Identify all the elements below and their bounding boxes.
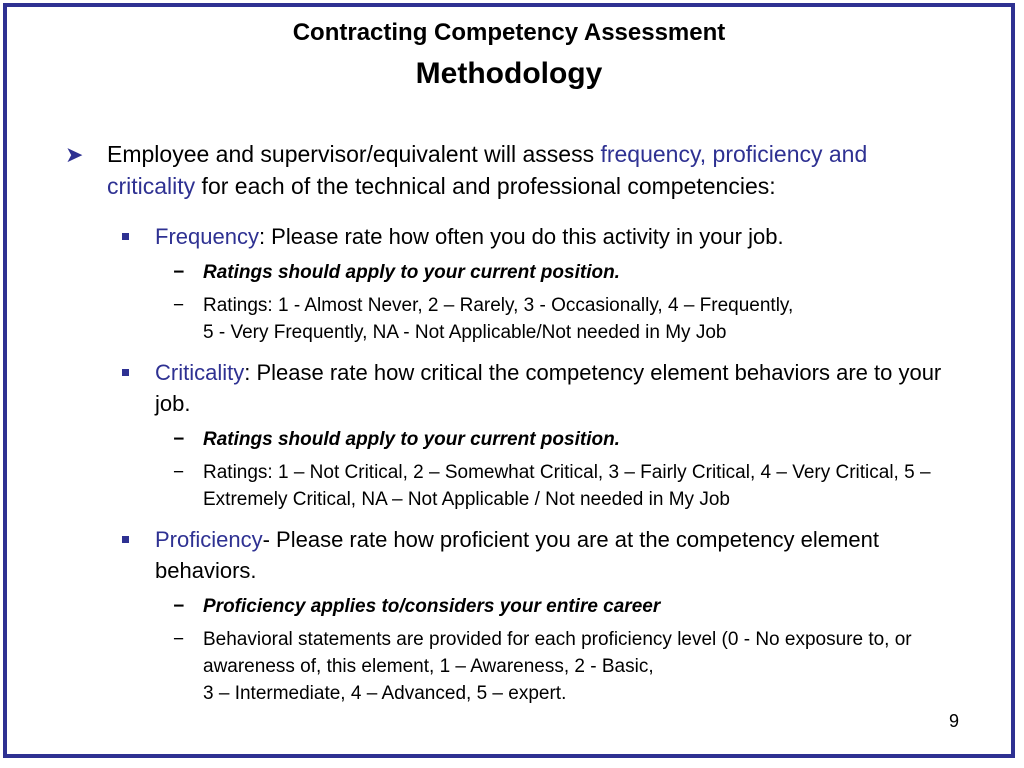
square-bullet-icon [122, 536, 129, 543]
criticality-desc: : Please rate how critical the competency element behaviors are to your job. [155, 360, 942, 416]
frequency-bullet [155, 221, 955, 252]
frequency-note [173, 259, 963, 286]
criticality-note-text: Ratings should apply to your current position. [203, 429, 620, 450]
frequency-ratings-line1: Ratings: 1 - Almost Never, 2 – Rarely, 3 - Occasionally, 4 – Frequently, [203, 295, 794, 316]
dash-icon: − [173, 262, 185, 283]
intro-text-before: Employee and supervisor/equivalent will assess [107, 141, 601, 167]
slide-title: Contracting Competency Assessment [292, 19, 726, 46]
proficiency-bullet [155, 524, 955, 586]
frequency-desc: : Please rate how often you do this activity in your job. [258, 224, 784, 249]
dash-icon: − [173, 596, 185, 617]
page-number: 9 [948, 711, 959, 731]
proficiency-statements-line1: Behavioral statements are provided for each proficiency level (0 - No exposure to, or awareness of, this element, 1 – Awareness, 2 - Basic, [203, 629, 912, 677]
proficiency-note-text: Proficiency applies to/considers your entire career [203, 596, 661, 617]
proficiency-statements [173, 626, 963, 707]
frequency-term: Frequency [155, 224, 259, 249]
criticality-note [173, 426, 963, 453]
criticality-bullet [155, 357, 955, 419]
dash-icon: − [173, 295, 185, 316]
criticality-ratings-text: Ratings: 1 – Not Critical, 2 – Somewhat Critical, 3 – Fairly Critical, 4 – Very Critical, 5 – Extremely Critical, NA – Not Applicable / Not needed in My Job [203, 462, 931, 510]
proficiency-term: Proficiency [155, 527, 263, 552]
criticality-ratings [173, 459, 963, 513]
intro-text-after: for each of the technical and professional competencies: [195, 173, 776, 199]
square-bullet-icon [122, 233, 129, 240]
proficiency-statements-line2: 3 – Intermediate, 4 – Advanced, 5 – expert. [203, 683, 567, 704]
dash-icon: − [173, 429, 185, 450]
dash-icon: − [173, 629, 185, 650]
criticality-term: Criticality [155, 360, 245, 385]
frequency-note-text: Ratings should apply to your current position. [203, 262, 620, 283]
dash-icon: − [173, 462, 185, 483]
proficiency-note [173, 593, 963, 620]
intro-highlight: frequency, proficiency and criticality [107, 141, 868, 199]
slide [3, 3, 1015, 758]
arrow-bullet-icon: ➤ [65, 142, 84, 167]
proficiency-desc: - Please rate how proficient you are at the competency element behaviors. [155, 527, 879, 583]
intro-bullet [65, 138, 957, 202]
square-bullet-icon [122, 369, 129, 376]
frequency-ratings-line2: 5 - Very Frequently, NA - Not Applicable/Not needed in My Job [203, 322, 727, 343]
frequency-ratings [173, 292, 963, 346]
slide-subtitle: Methodology [415, 57, 603, 90]
